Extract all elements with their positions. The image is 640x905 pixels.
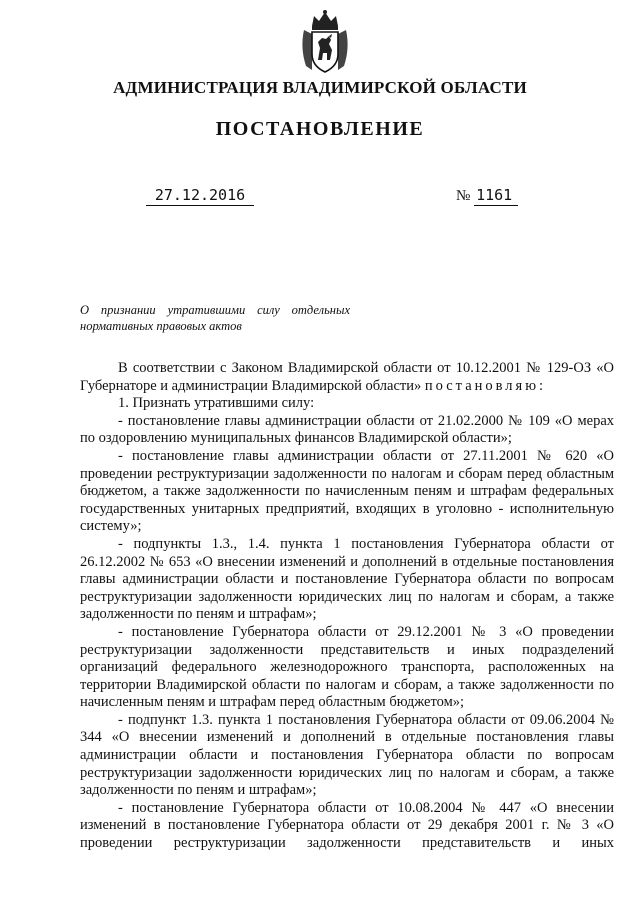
document-date: 27.12.2016 [146, 186, 254, 206]
document-number [456, 186, 518, 205]
document-type-heading: ПОСТАНОВЛЕНИЕ [215, 118, 425, 140]
number-value: 1161 [474, 186, 518, 206]
decree-keyword: постановляю: [424, 377, 547, 394]
preamble-text: В соответствии с Законом Владимирской области от 10.12.2001 № 129-ОЗ «О Губернаторе и администрации Владимирской области» [80, 360, 614, 394]
body-paragraph: - постановление Губернатора области от 29.12.2001 № 3 «О проведении реструктуризации задолженности представительств и иных подразделений организаций федерального железнодорожного транспорта, расположенных на территории Владимирской области по налогам и сборам, а также задолженности по начисленным пеням и штрафам перед областным бюджетом»; [80, 623, 614, 711]
document-subject: О признании утратившими силу отдельных нормативных правовых актов [80, 303, 350, 333]
body-paragraph: 1. Признать утратившими силу: [118, 395, 315, 412]
body-paragraph: - постановление главы администрации области от 27.11.2001 № 620 «О проведении реструктуризации задолженности по налогам и сборам перед областным бюджетом, а также задолженности по начисленным пеням и штрафам федеральных государственных унитарных предприятий, входящих в уголовно - исполнительную систему»; [80, 447, 614, 535]
organization-title: АДМИНИСТРАЦИЯ ВЛАДИМИРСКОЙ ОБЛАСТИ [113, 78, 527, 97]
body-paragraph: - постановление Губернатора области от 10.08.2004 № 447 «О внесении изменений в постановление Губернатора области от 29 декабря 2001 г. № 3 «О проведении реструктуризации задолженности представительств и иных [80, 799, 614, 852]
body-paragraph: - подпункты 1.3., 1.4. пункта 1 постановления Губернатора области от 26.12.2002 № 653 «О внесении изменений и дополнений в отдельные постановления главы администрации области и постановление Губернатора области по вопросам реструктуризации задолженности юридических лиц по налогам и сборам, а также задолженности по пеням и штрафам»; [80, 535, 614, 623]
document-body [80, 360, 614, 853]
body-paragraph: - подпункт 1.3. пункта 1 постановления Губернатора области от 09.06.2004 № 344 «О внесении изменений и дополнений в отдельные постановления главы администрации области и постановления Губернатора области по вопросам реструктуризации задолженности юридических лиц по налогам и сборам, а также задолженности по пеням и штрафам»; [80, 711, 614, 799]
number-sign: № [456, 188, 471, 204]
coat-of-arms-emblem [298, 8, 352, 74]
preamble [80, 360, 614, 395]
body-paragraph: - постановление главы администрации области от 21.02.2000 № 109 «О мерах по оздоровлению муниципальных финансов Владимирской области»; [80, 412, 614, 447]
